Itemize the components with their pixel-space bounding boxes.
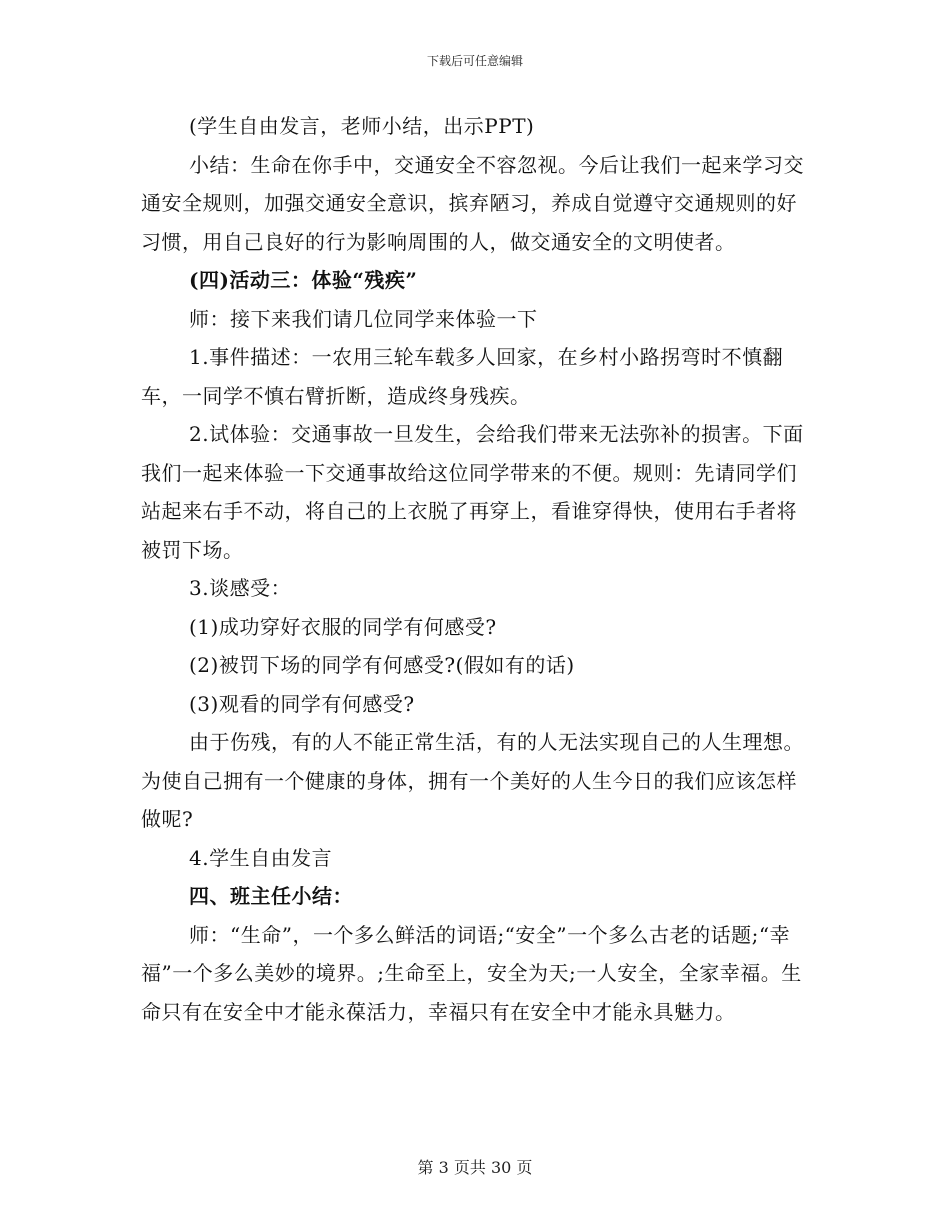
list-item-question-1: (1)成功穿好衣服的同学有何感受?	[189, 614, 497, 639]
paragraph-free-speech: 4.学生自由发言	[189, 845, 333, 870]
paragraph-student-speech: (学生自由发言，老师小结，出示PPT)	[189, 114, 535, 138]
paragraph-share-feelings: 3.谈感受：	[189, 576, 292, 600]
page-footer: 第 3 页共 30 页	[417, 1158, 533, 1177]
paragraph-teacher-intro: 师：接下来我们请几位同学来体验一下	[189, 306, 538, 331]
section-heading-teacher-summary: 四、班主任小结：	[189, 884, 353, 908]
section-heading-activity-three: (四)活动三：体验“残疾”	[189, 268, 418, 292]
paragraph-reflection: 由于伤残，有的人不能正常生活，有的人无法实现自己的人生理想。为使自己拥有一个健康的身体，拥有一个美好的人生今日的我们应该怎样做呢?	[141, 730, 804, 831]
page-header: 下载后可任意编辑	[426, 54, 523, 68]
list-item-question-3: (3)观看的同学有何感受?	[189, 691, 415, 716]
document-body	[141, 107, 809, 1031]
list-item-question-2: (2)被罚下场的同学有何感受?(假如有的话)	[189, 653, 575, 677]
paragraph-closing-remarks: 师：“生命”，一个多么鲜活的词语;“安全”一个多么古老的话题;“幸福”一个多么美妙的境界。;生命至上，安全为天;一人安全，全家幸福。生命只有在安全中才能永葆活力，幸福只有在安全中才能永具魅力。	[141, 922, 802, 1024]
paragraph-event-description: 1.事件描述：一农用三轮车载多人回家，在乡村小路拐弯时不慎翻车，一同学不慎右臂折断，造成终身残疾。	[141, 345, 784, 408]
paragraph-summary: 小结：生命在你手中，交通安全不容忽视。今后让我们一起来学习交通安全规则，加强交通安全意识，摈弃陋习，养成自觉遵守交通规则的好习惯，用自己良好的行为影响周围的人，做交通安全的文明使者。	[141, 152, 804, 254]
paragraph-trial-experience: 2.试体验：交通事故一旦发生，会给我们带来无法弥补的损害。下面我们一起来体验一下交通事故给这位同学带来的不便。规则：先请同学们站起来右手不动，将自己的上衣脱了再穿上，看谁穿得快，使用右手者将被罚下场。	[141, 422, 804, 562]
